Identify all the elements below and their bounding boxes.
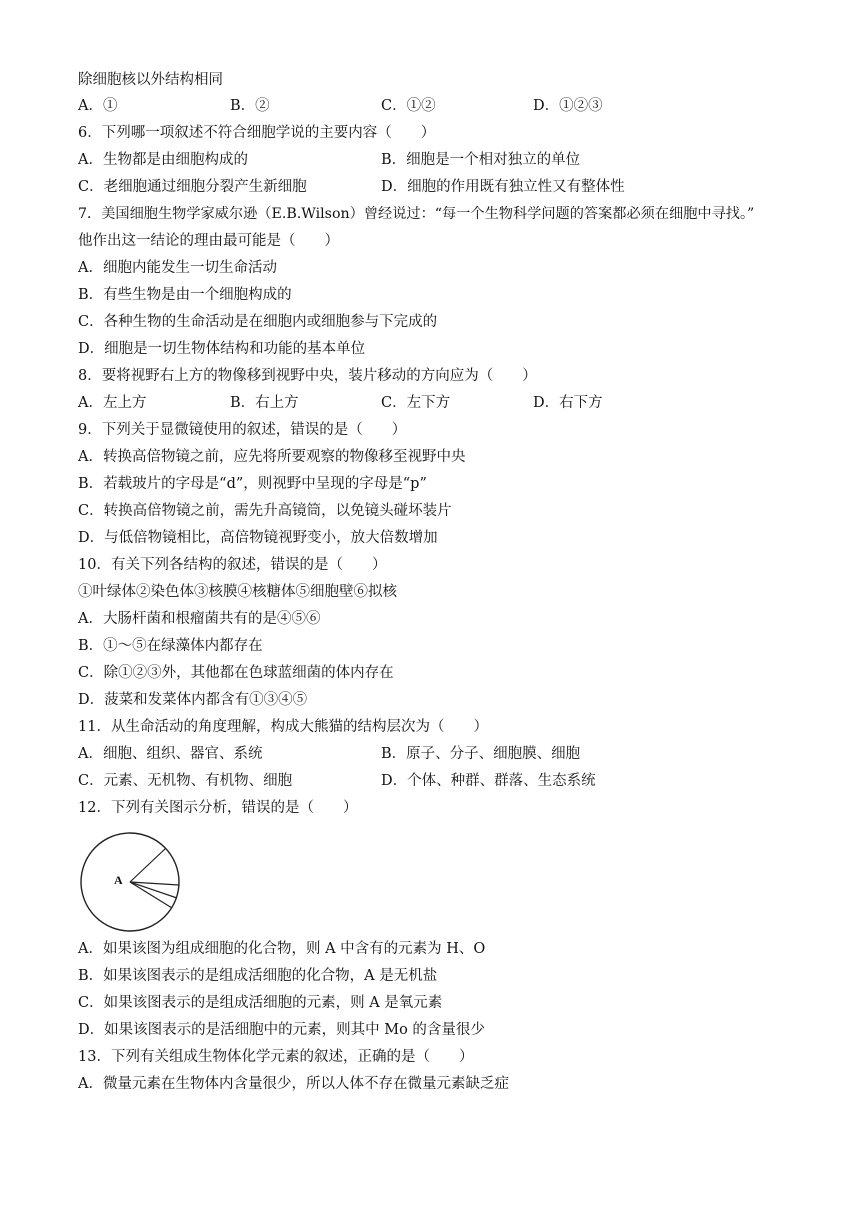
question-10: 10．有关下列各结构的叙述，错误的是（ ）	[78, 557, 387, 573]
question-11: 11．从生命活动的角度理解，构成大熊猫的结构层次为（ ）	[78, 719, 488, 735]
option-c: C．左下方	[381, 395, 451, 411]
question-7-cont: 他作出这一结论的理由最可能是（ ）	[78, 233, 339, 249]
option-b: B．②	[230, 98, 270, 114]
option-d: D．细胞是一切生物体结构和功能的基本单位	[78, 341, 366, 357]
option-d: D．细胞的作用既有独立性又有整体性	[381, 179, 625, 195]
option-c: C．如果该图表示的是组成活细胞的元素，则 A 是氧元素	[78, 995, 443, 1011]
option-c: C．老细胞通过细胞分裂产生新细胞	[78, 179, 307, 195]
option-d: D．右下方	[533, 395, 603, 411]
option-a: A．微量元素在生物体内含量很少，所以人体不存在微量元素缺乏症	[78, 1076, 509, 1092]
option-c: C．各种生物的生命活动是在细胞内或细胞参与下完成的	[78, 314, 438, 330]
option-a: A．大肠杆菌和根瘤菌共有的是④⑤⑥	[78, 611, 321, 627]
option-c: C．除①②③外，其他都在色球蓝细菌的体内存在	[78, 665, 394, 681]
pie-divider-1	[130, 848, 166, 882]
question-6: 6．下列哪一项叙述不符合细胞学说的主要内容（ ）	[78, 125, 436, 141]
option-d: D．如果该图表示的是活细胞中的元素，则其中 Mo 的含量很少	[78, 1022, 485, 1038]
pie-label-a: A	[114, 873, 123, 887]
text-line: 除细胞核以外结构相同	[78, 72, 223, 88]
question-10-structures: ①叶绿体②染色体③核膜④核糖体⑤细胞壁⑥拟核	[78, 584, 397, 600]
option-c: C．元素、无机物、有机物、细胞	[78, 773, 293, 789]
option-c: C．①②	[381, 98, 436, 114]
option-b: B．右上方	[230, 395, 299, 411]
option-b: B．有些生物是由一个细胞构成的	[78, 287, 292, 303]
option-a: A．转换高倍物镜之前，应先将所要观察的物像移至视野中央	[78, 449, 466, 465]
option-b: B．①～⑤在绿藻体内都存在	[78, 638, 263, 654]
question-8: 8．要将视野右上方的物像移到视野中央，装片移动的方向应为（ ）	[78, 368, 537, 384]
option-d: D．个体、种群、群落、生态系统	[381, 773, 596, 789]
option-d: D．菠菜和发菜体内都含有①③④⑤	[78, 692, 308, 708]
option-b: B．如果该图表示的是组成活细胞的化合物，A 是无机盐	[78, 968, 438, 984]
option-a: A．生物都是由细胞构成的	[78, 152, 248, 168]
option-a: A．细胞内能发生一切生命活动	[78, 260, 277, 276]
option-d: D．与低倍物镜相比，高倍物镜视野变小，放大倍数增加	[78, 530, 438, 546]
question-13: 13．下列有关组成生物体化学元素的叙述，正确的是（ ）	[78, 1049, 474, 1065]
option-c: C．转换高倍物镜之前，需先升高镜筒，以免镜头碰坏装片	[78, 503, 452, 519]
option-b: B．细胞是一个相对独立的单位	[381, 152, 581, 168]
pie-figure	[80, 832, 184, 936]
question-9: 9．下列关于显微镜使用的叙述，错误的是（ ）	[78, 422, 407, 438]
option-b: B．原子、分子、细胞膜、细胞	[381, 746, 581, 762]
question-7: 7．美国细胞生物学家威尔逊（E.B.Wilson）曾经说过：“每一个生物科学问题的答案都必须在细胞中寻找。”	[78, 206, 755, 222]
pie-divider-4	[130, 882, 172, 908]
option-a: A．细胞、组织、器官、系统	[78, 746, 263, 762]
option-a: A．左上方	[78, 395, 147, 411]
option-b: B．若载玻片的字母是“d”，则视野中呈现的字母是“p”	[78, 476, 427, 492]
option-d: D．①②③	[533, 98, 603, 114]
question-12: 12．下列有关图示分析，错误的是（ ）	[78, 800, 358, 816]
option-a: A．①	[78, 98, 118, 114]
option-a: A．如果该图为组成细胞的化合物，则 A 中含有的元素为 H、O	[78, 941, 486, 957]
